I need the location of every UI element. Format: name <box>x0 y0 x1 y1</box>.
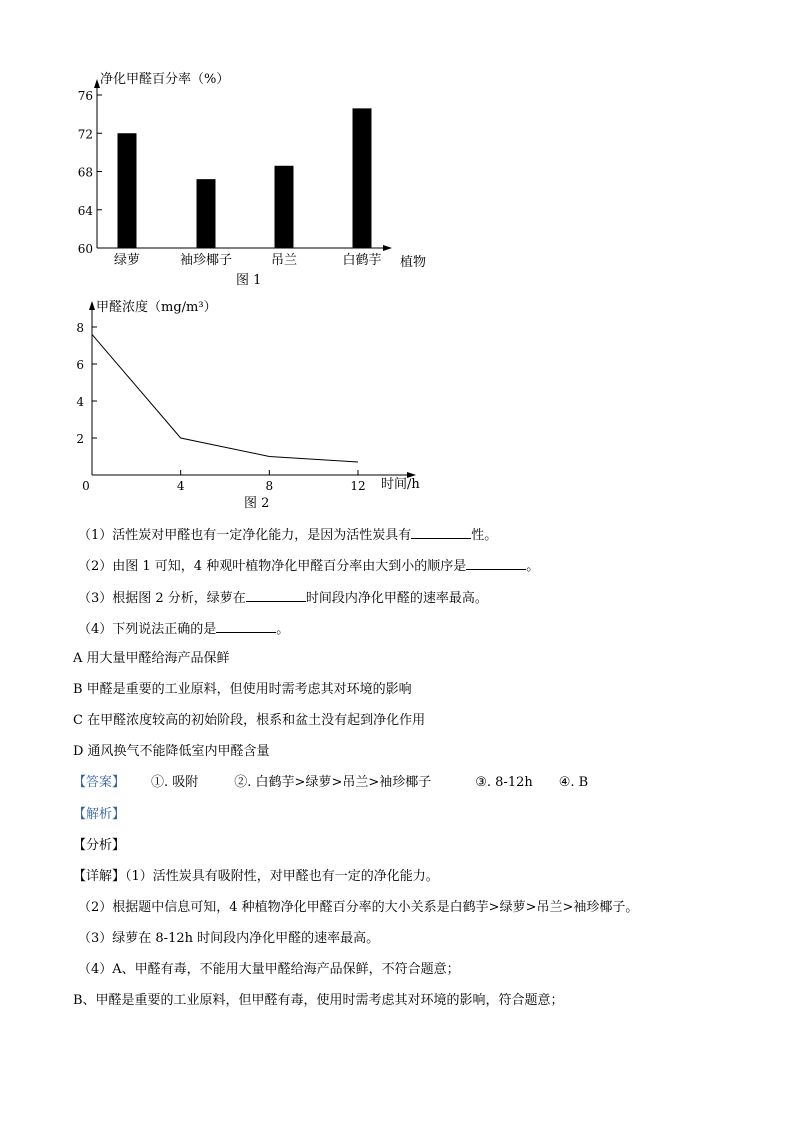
detail-line-5: B、甲醛是重要的工业原料，但甲醛有毒，使用时需考虑其对环境的影响，符合题意； <box>73 993 564 1008</box>
chart1-y-tick-label: 64 <box>77 203 93 218</box>
chart2-y-tick-label: 2 <box>76 432 84 446</box>
chart2-y-tick-label: 8 <box>76 321 84 335</box>
chart1-y-tick-label: 72 <box>77 127 93 142</box>
fenxi-label: 【分析】 <box>73 838 126 853</box>
chart1-bars <box>118 108 372 248</box>
line-chart-figure-2 <box>0 295 793 515</box>
chart1-category-label: 绿萝 <box>113 253 141 268</box>
chart1-category-label: 白鹤芋 <box>342 253 382 268</box>
detail-line-3: （3）绿萝在 8-12h 时间段内净化甲醛的速率最高。 <box>78 931 380 946</box>
question-4-text: （4）下列说法正确的是 <box>78 622 217 637</box>
chart1-y-tick-label: 60 <box>77 242 93 256</box>
detail-text-1: （1）活性炭具有吸附性，对甲醛也有一定的净化能力。 <box>125 869 439 884</box>
chart1-x-arrow <box>383 245 392 251</box>
chart1-y-tick-label: 68 <box>77 165 93 180</box>
chart1-bar <box>197 179 216 248</box>
chart2-xlabel: 时间/h <box>381 477 420 492</box>
analysis-label: 【解析】 <box>73 807 126 822</box>
detail-label: 【详解】 <box>73 869 126 884</box>
option-a: A 用大量甲醛给海产品保鲜 <box>73 651 230 666</box>
answer-blank-4 <box>216 620 276 633</box>
chart1-xlabel: 植物 <box>400 255 427 270</box>
answer-1: ①. 吸附 <box>151 775 199 790</box>
chart2-y-ticks <box>76 321 97 446</box>
question-4-suffix: 。 <box>276 622 290 637</box>
detail-line-2: （2）根据题中信息可知，4 种植物净化甲醛百分率的大小关系是白鹤芋>绿萝>吊兰>袖珍椰子。 <box>78 900 639 915</box>
detail-line-1 <box>73 869 439 885</box>
chart1-category-label: 袖珍椰子 <box>179 253 233 268</box>
chart2-series-line <box>92 334 358 462</box>
question-2-text: （2）由图 1 可知，4 种观叶植物净化甲醛百分率由大到小的顺序是 <box>78 559 467 574</box>
answer-row <box>73 775 588 791</box>
question-1-text: （1）活性炭对甲醛也有一定净化能力，是因为活性炭具有 <box>78 528 412 543</box>
chart2-x-tick-label: 8 <box>265 479 274 493</box>
question-1-suffix: 性。 <box>471 528 498 543</box>
chart1-caption: 图 1 <box>236 273 262 288</box>
answer-blank-3 <box>246 589 306 602</box>
question-2-suffix: 。 <box>526 559 540 574</box>
chart2-y-tick-label: 6 <box>76 358 84 372</box>
answer-3: ③. 8-12h <box>475 775 533 790</box>
chart2-caption: 图 2 <box>244 496 270 511</box>
question-1 <box>78 526 497 544</box>
chart2-x-tick-label: 12 <box>350 479 366 493</box>
question-2 <box>78 557 539 575</box>
chart2-x-tick-label: 4 <box>176 479 185 493</box>
chart2-y-arrow <box>89 301 95 310</box>
question-3-suffix: 时间段内净化甲醛的速率最高。 <box>305 591 488 606</box>
chart2-x-ticks <box>82 470 365 493</box>
answer-4: ④. B <box>558 775 589 790</box>
chart2-x-tick-label: 0 <box>82 479 90 493</box>
question-3 <box>78 589 488 607</box>
detail-line-4: （4）A、甲醛有毒，不能用大量甲醛给海产品保鲜，不符合题意； <box>78 962 460 977</box>
chart1-category-labels <box>114 252 382 268</box>
question-3-text: （3）根据图 2 分析，绿萝在 <box>78 591 246 606</box>
chart1-bar <box>353 108 372 248</box>
chart1-category-label: 吊兰 <box>270 253 298 268</box>
chart1-y-tick-label: 76 <box>77 89 93 103</box>
option-c: C 在甲醛浓度较高的初始阶段，根系和盆土没有起到净化作用 <box>73 713 426 728</box>
answer-blank-1 <box>411 526 471 539</box>
question-4 <box>78 620 289 638</box>
chart1-axes <box>94 79 392 251</box>
chart2-axes <box>89 301 416 478</box>
chart1-ylabel: 净化甲醛百分率（%） <box>100 72 230 87</box>
answer-blank-2 <box>466 557 526 570</box>
chart1-bar <box>275 166 294 248</box>
chart1-y-ticks <box>78 89 102 256</box>
chart1-bar <box>118 133 137 248</box>
option-d: D 通风换气不能降低室内甲醛含量 <box>73 744 270 759</box>
answer-label: 【答案】 <box>73 775 126 790</box>
option-b: B 甲醛是重要的工业原料，但使用时需考虑其对环境的影响 <box>73 682 412 697</box>
chart2-y-tick-label: 4 <box>76 395 84 409</box>
bar-chart-figure-1 <box>0 0 793 300</box>
chart2-ylabel: 甲醛浓度（mg/m³） <box>96 300 217 315</box>
answer-2: ②. 白鹤芋>绿萝>吊兰>袖珍椰子 <box>234 775 432 790</box>
